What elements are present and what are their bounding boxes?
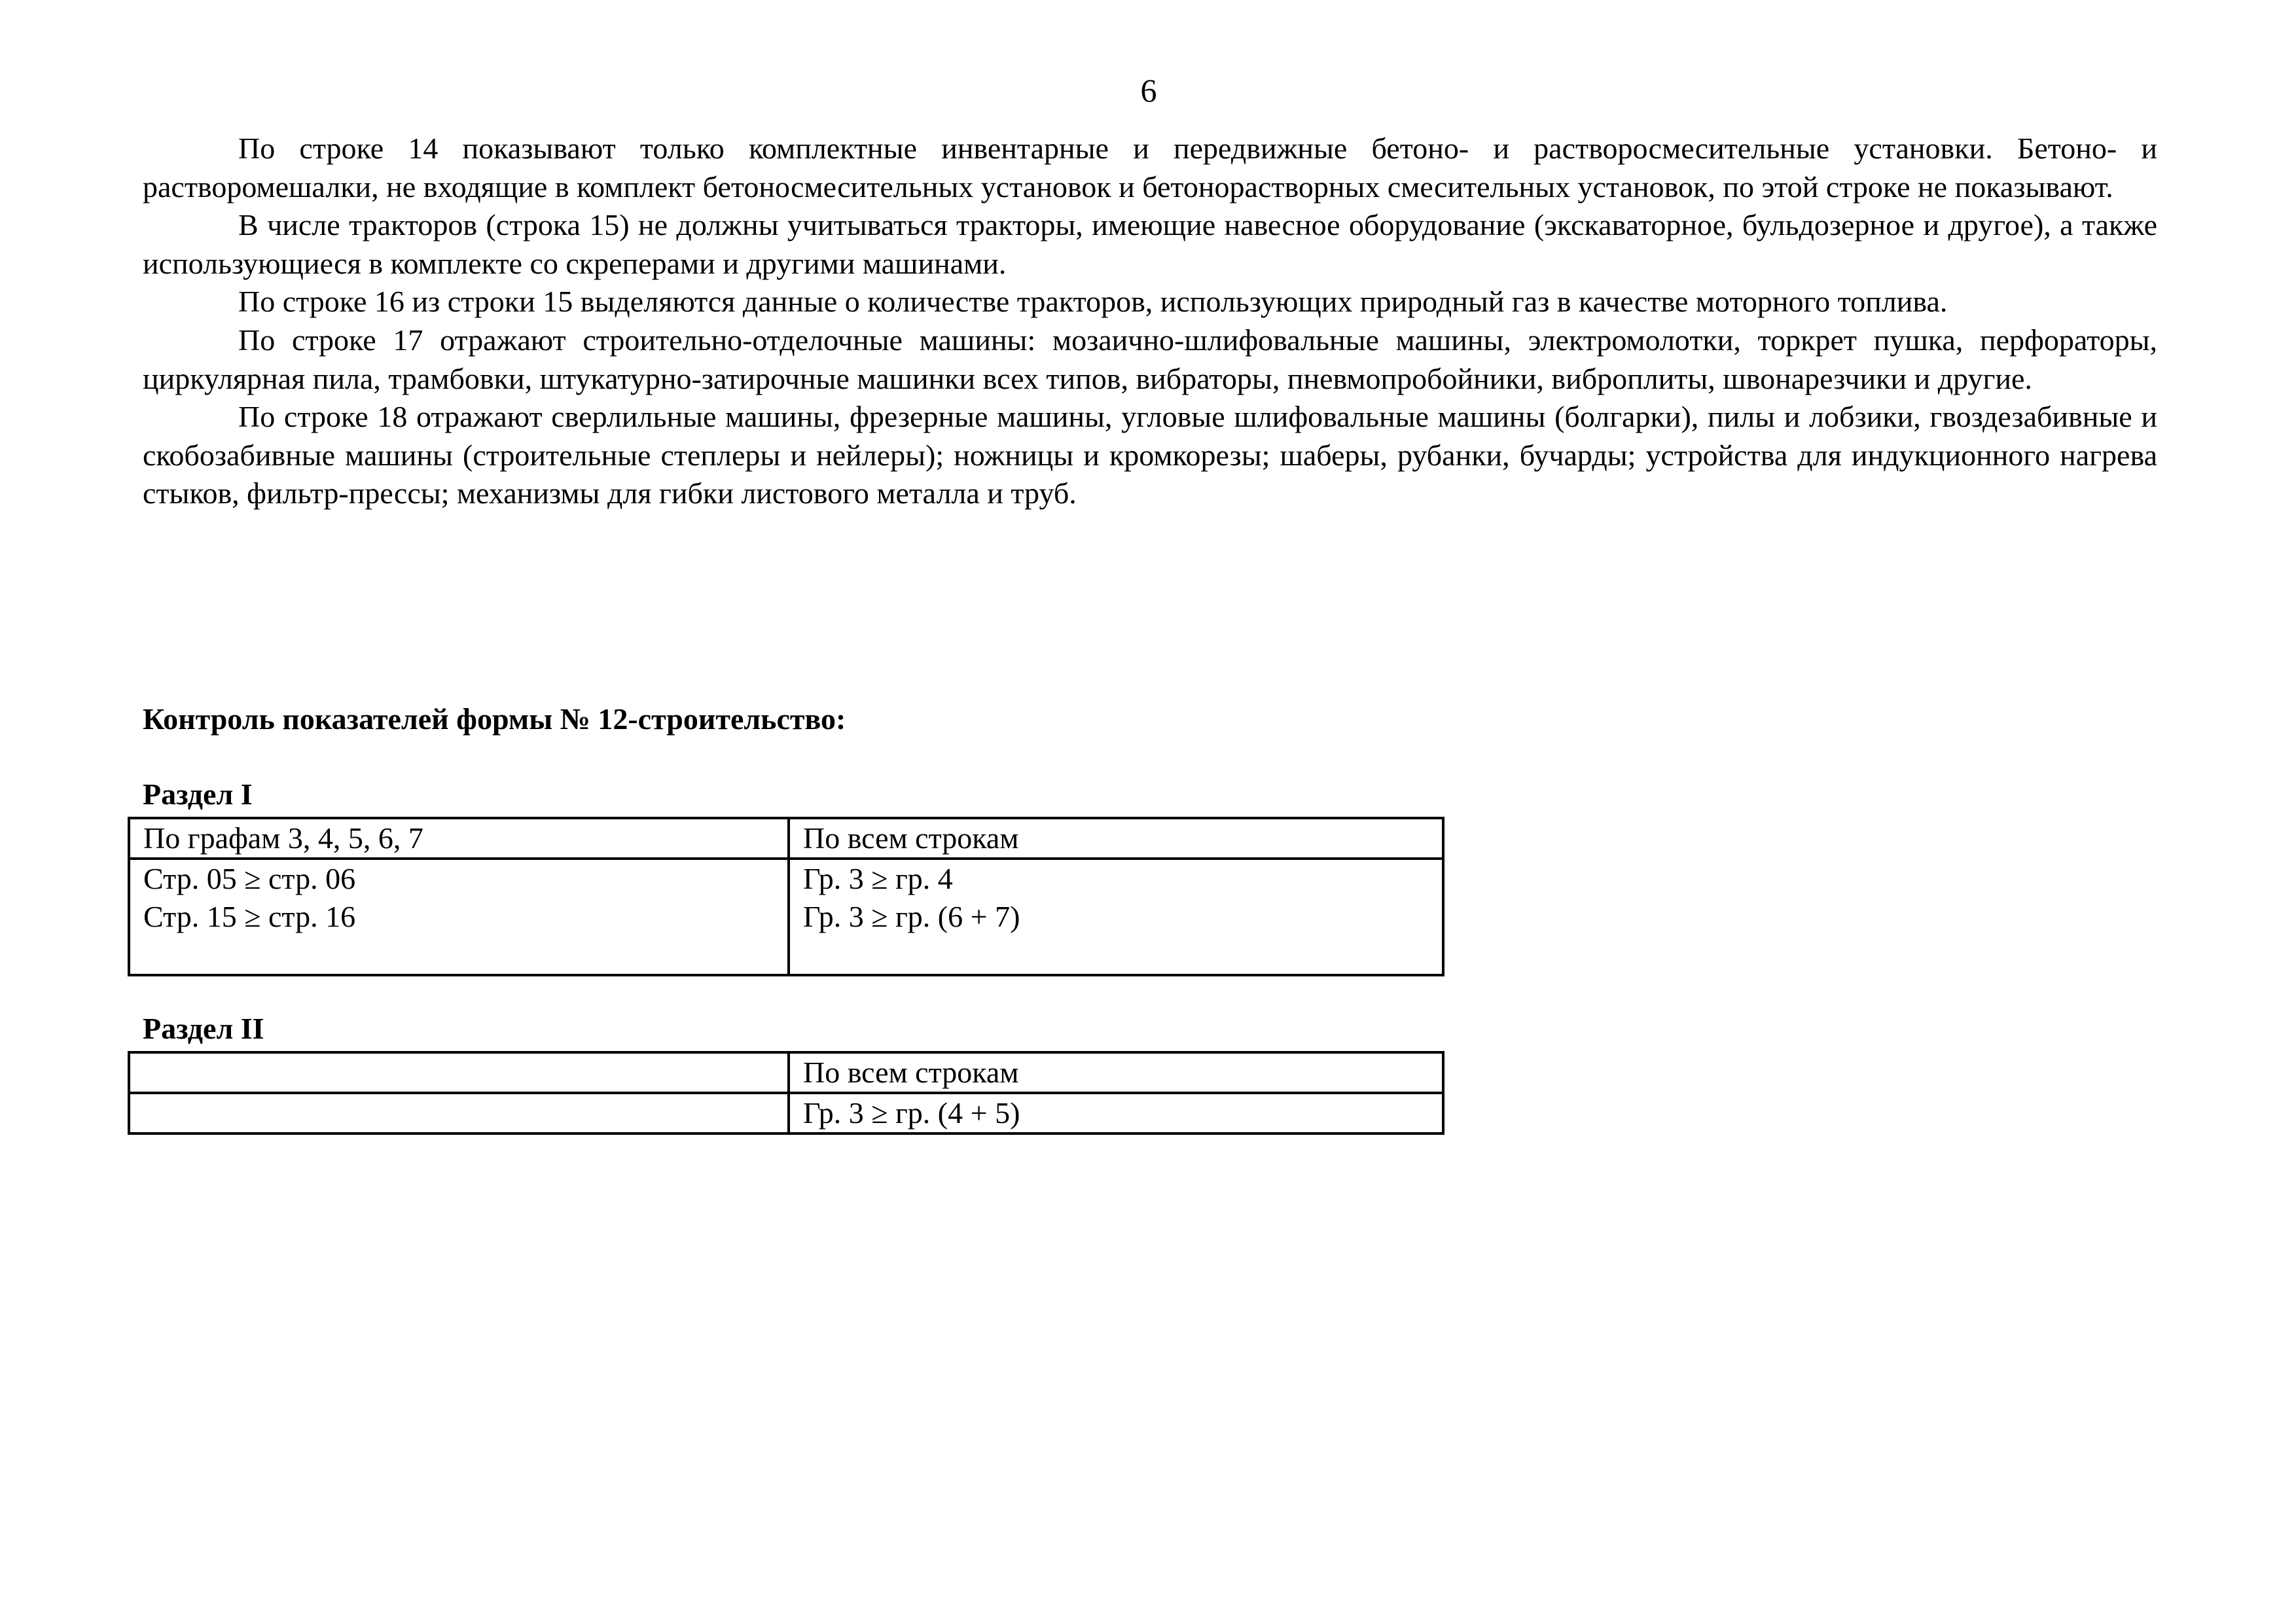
section1-left-row-1: Стр. 05 ≥ стр. 06 (143, 862, 356, 895)
paragraph-line-18: По строке 18 отражают сверлильные машины, фрезерные машины, угловые шлифовальные машины (болгарки), пилы и лобзики, гвоздезабивные и скобозабивные машины (строительные степлеры и нейлеры); ножницы и кромкорезы; шаберы, рубанки, бучарды; устройства для индукционного нагрева стыков, фильтр-прессы; механизмы для гибки листового металла и труб. (143, 400, 2157, 510)
page-number: 6 (1140, 72, 1157, 109)
section1-right-row-1: Гр. 3 ≥ гр. 4 (803, 862, 953, 895)
section2-table (128, 1051, 1444, 1135)
paragraph-line-14: По строке 14 показывают только комплектные инвентарные и передвижные бетоно- и растворосмесительные установки. Бетоно- и растворомешалки, не входящие в комплект бетоносмесительных установок и бетонорастворных смесительных установок, по этой строке не показывают. (143, 132, 2157, 204)
section1-left-cell (129, 859, 789, 975)
section1-header-left: По графам 3, 4, 5, 6, 7 (129, 818, 789, 859)
section2-row-right: Гр. 3 ≥ гр. (4 + 5) (789, 1093, 1443, 1133)
section1-title: Раздел I (143, 777, 253, 811)
section2-header-right: По всем строкам (789, 1052, 1443, 1093)
body-text (143, 130, 2157, 513)
paragraph-line-16: По строке 16 из строки 15 выделяются данные о количестве тракторов, использующих природный газ в качестве моторного топлива. (238, 285, 1948, 319)
table-row (129, 859, 1443, 975)
table-header-row (129, 1052, 1443, 1093)
section1-right-row-2: Гр. 3 ≥ гр. (6 + 7) (803, 900, 1020, 933)
section2-row-left (129, 1093, 789, 1133)
paragraph-line-17: По строке 17 отражают строительно-отделочные машины: мозаично-шлифовальные машины, электромолотки, торкрет пушка, перфораторы, циркулярная пила, трамбовки, штукатурно-затирочные машинки всех типов, вибраторы, пневмопробойники, виброплиты, швонарезчики и другие. (143, 323, 2157, 395)
paragraph-line-15: В числе тракторов (строка 15) не должны учитываться тракторы, имеющие навесное оборудование (экскаваторное, бульдозерное и другое), а также использующиеся в комплекте со скреперами и другими машинами. (143, 208, 2157, 280)
section1-left-row-2: Стр. 15 ≥ стр. 16 (143, 900, 356, 933)
section2-title: Раздел II (143, 1012, 264, 1045)
table-header-row (129, 818, 1443, 859)
section2-header-left (129, 1052, 789, 1093)
table-row (129, 1093, 1443, 1133)
section1-table (128, 817, 1444, 976)
section1-right-cell (789, 859, 1443, 975)
section1-header-right: По всем строкам (789, 818, 1443, 859)
control-title: Контроль показателей формы № 12-строительство: (143, 702, 846, 736)
